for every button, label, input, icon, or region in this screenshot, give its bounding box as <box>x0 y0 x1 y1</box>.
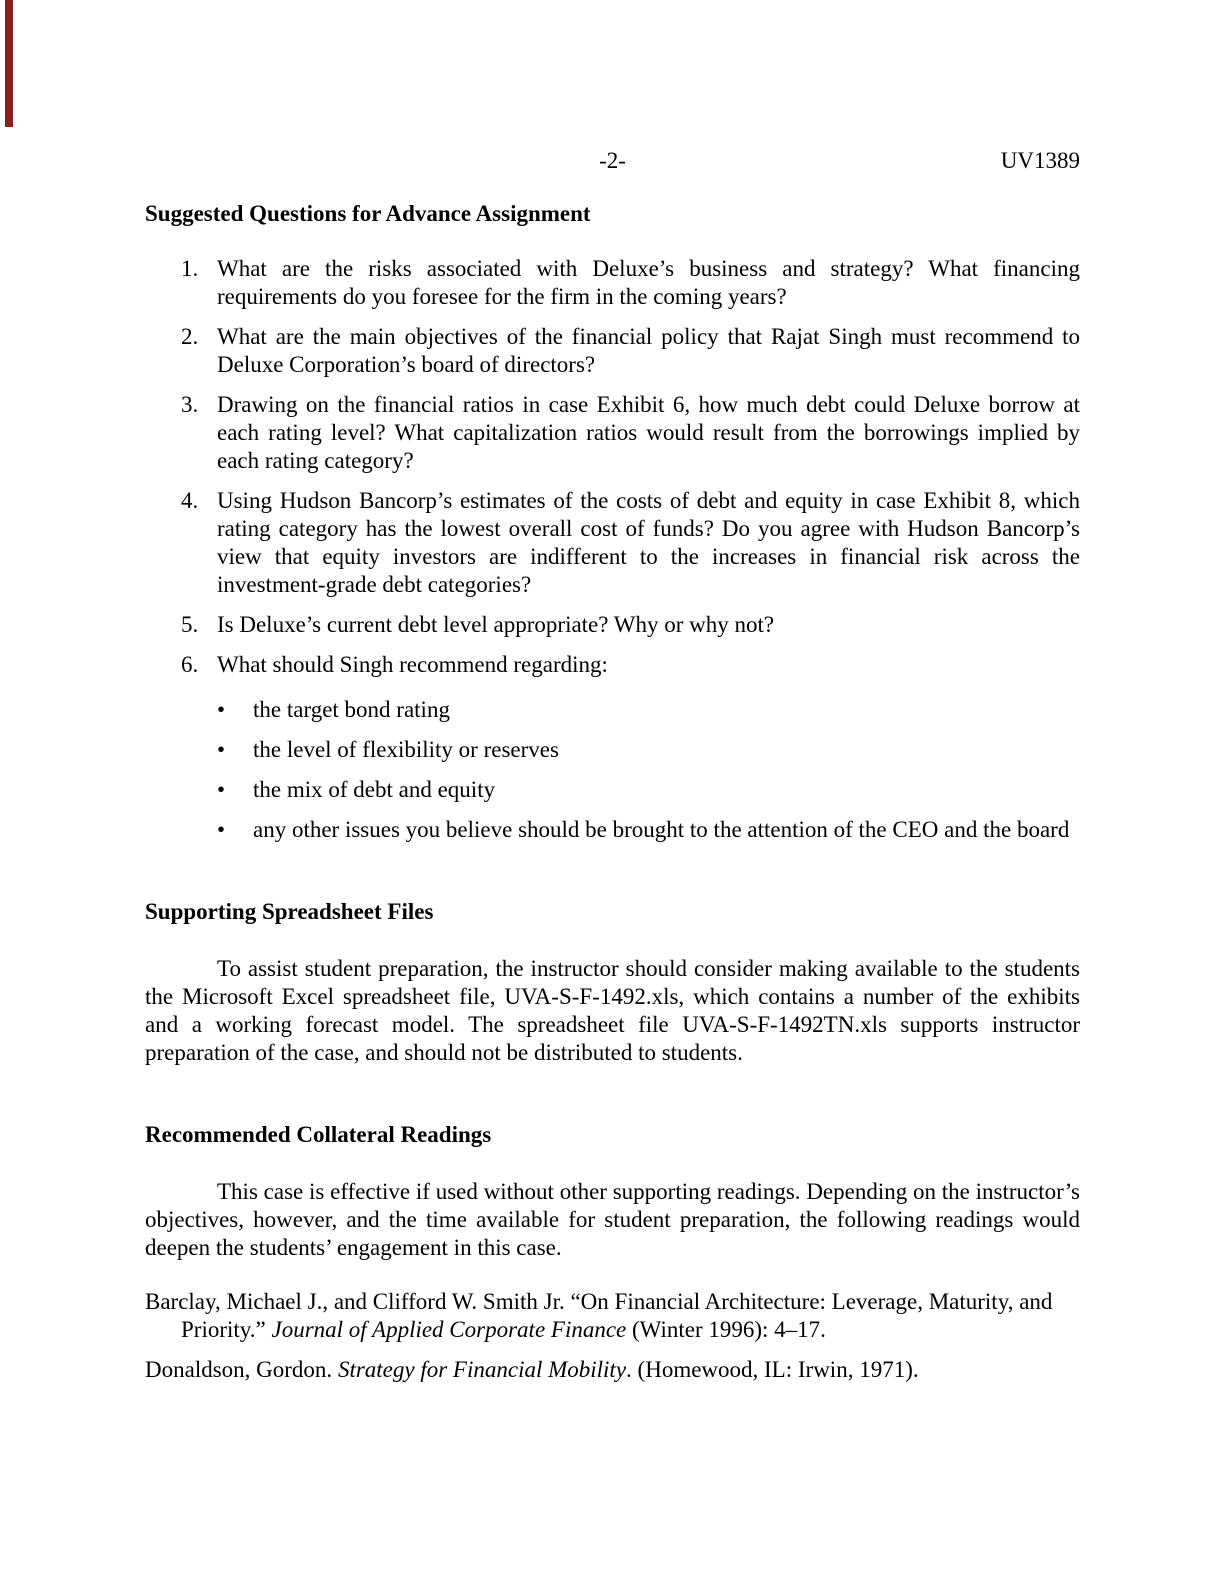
reference-text: Donaldson, Gordon. <box>145 1357 338 1382</box>
question-item <box>145 255 1080 311</box>
question-number: 4. <box>181 488 199 513</box>
bullet-icon: • <box>217 817 226 842</box>
question-item <box>145 323 1080 379</box>
bullet-text: the mix of debt and equity <box>253 777 496 802</box>
bullet-item <box>145 736 1080 764</box>
reference-text: Barclay, Michael J., and Clifford W. Smith Jr. “On Financial Architecture: Leverage, Maturity, and Priority.” <box>145 1289 1053 1342</box>
bullet-text: the target bond rating <box>253 697 450 722</box>
question-number: 2. <box>181 324 199 349</box>
question-item <box>145 651 1080 679</box>
question-item <box>145 611 1080 639</box>
reference-text: . (Homewood, IL: Irwin, 1971). <box>626 1357 919 1382</box>
document-code: UV1389 <box>1000 148 1080 173</box>
page-header <box>145 147 1080 175</box>
bullet-text: the level of flexibility or reserves <box>253 737 559 762</box>
question-text: Drawing on the financial ratios in case Exhibit 6, how much debt could Deluxe borrow at each rating level? What capitalization ratios would result from the borrowings implied by each rating category? <box>217 392 1080 473</box>
question-text: Using Hudson Bancorp’s estimates of the costs of debt and equity in case Exhibit 8, which rating category has the lowest overall cost of funds? Do you agree with Hudson Bancorp’s view that equity investors are indifferent to the increases in financial risk across the investment-grade debt categories? <box>217 488 1080 597</box>
bullet-list <box>145 696 1080 844</box>
question-number: 3. <box>181 392 199 417</box>
reference-title-italic: Strategy for Financial Mobility <box>337 1357 627 1382</box>
bullet-icon: • <box>217 737 226 762</box>
spreadsheet-paragraph: To assist student preparation, the instructor should consider making available to the students the Microsoft Excel spreadsheet file, UVA-S-F-1492.xls, which contains a number of the exhibits and a working forecast model. The spreadsheet file UVA-S-F-1492TN.xls supports instructor preparation of the case, and should not be distributed to students. <box>145 956 1080 1065</box>
section-heading-questions: Suggested Questions for Advance Assignment <box>145 201 591 226</box>
bullet-item <box>145 816 1080 844</box>
section-heading-readings: Recommended Collateral Readings <box>145 1122 492 1147</box>
question-number: 6. <box>181 652 199 677</box>
bullet-icon: • <box>217 777 226 802</box>
section-heading-spreadsheet: Supporting Spreadsheet Files <box>145 899 434 924</box>
reference-entry <box>145 1356 1080 1384</box>
question-number: 5. <box>181 612 199 637</box>
scan-artifact-mark <box>5 0 13 127</box>
question-text: What should Singh recommend regarding: <box>217 652 608 677</box>
reference-entry <box>145 1288 1080 1344</box>
question-text: What are the risks associated with Deluxe’s business and strategy? What financing requirements do you foresee for the firm in the coming years? <box>217 256 1080 309</box>
readings-paragraph: This case is effective if used without other supporting readings. Depending on the instructor’s objectives, however, and the time available for student preparation, the following readings would deepen the students’ engagement in this case. <box>145 1179 1080 1260</box>
reference-text: (Winter 1996): 4–17. <box>626 1317 826 1342</box>
question-list <box>145 255 1080 679</box>
question-text: Is Deluxe’s current debt level appropriate? Why or why not? <box>217 612 775 637</box>
question-item <box>145 391 1080 475</box>
bullet-item <box>145 776 1080 804</box>
bullet-text: any other issues you believe should be brought to the attention of the CEO and the board <box>253 817 1070 842</box>
reference-title-italic: Journal of Applied Corporate Finance <box>271 1317 627 1342</box>
question-text: What are the main objectives of the financial policy that Rajat Singh must recommend to Deluxe Corporation’s board of directors? <box>217 324 1080 377</box>
bullet-item <box>145 696 1080 724</box>
bullet-icon: • <box>217 697 226 722</box>
question-item <box>145 487 1080 599</box>
question-number: 1. <box>181 256 199 281</box>
page-number: -2- <box>599 148 626 173</box>
